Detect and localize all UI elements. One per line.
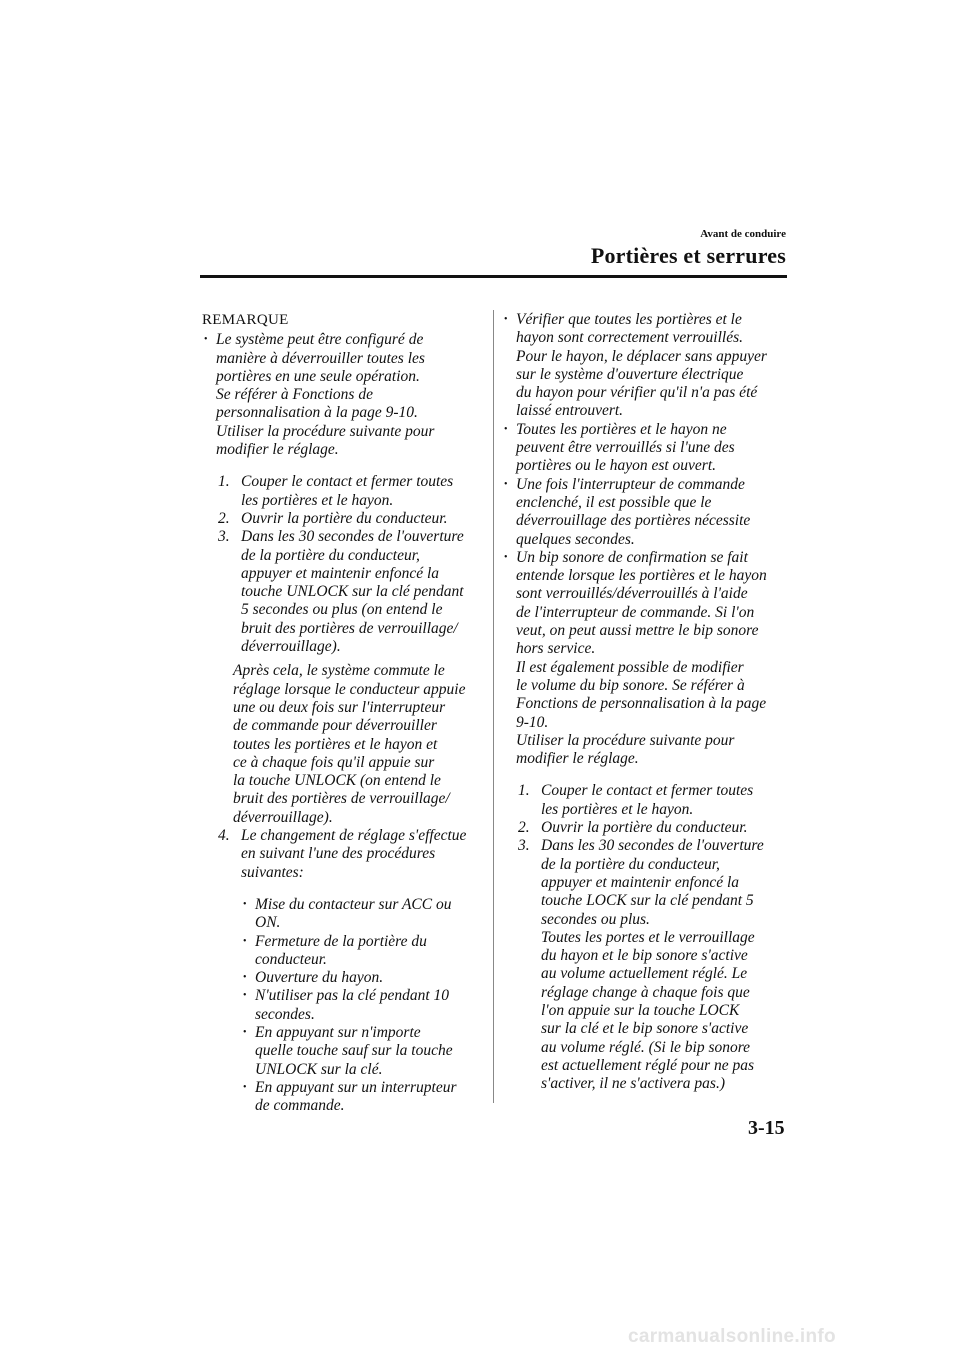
column-divider [493, 310, 494, 1103]
step-item: 3. Dans les 30 secondes de l'ouverture de la portière du conducteur, appuyer et maintenir enfoncé la touche LOCK sur la clé pendant 5 secondes ou plus. Toutes les portes et le verrouillage du hayon et le bip sonore s'active au volume actuellement réglé. Le réglage change à chaque fois que l'on appuie sur la touche LOCK sur la clé et le bip sonore s'active au volume réglé. (Si le bip sonore est actuellement réglé pour ne pas s'activer, il ne s'activera pas.) [518, 837, 764, 1093]
sub-bullet: • Ouverture du hayon. [241, 969, 477, 987]
step-3-followup: Après cela, le système commute le réglage lorsque le conducteur appuie une ou deux fois sur l'interrupteur de commande pour déverrouiller toutes les portières et le hayon et ce à chaque fois qu'il appuie sur la touche UNLOCK (on entend le bruit des portières de verrouillage/ déverrouillage). [233, 662, 466, 826]
sub-bullet-list [202, 896, 477, 1116]
note-bullet: • Toutes les portières et le hayon ne peuvent être verrouillés si l'une des portières ou le hayon est ouvert. [502, 421, 792, 476]
page-number: 3-15 [748, 1117, 785, 1139]
sub-bullet: • En appuyant sur un interrupteur de commande. [241, 1079, 477, 1116]
note-heading: REMARQUE [202, 312, 289, 328]
step-item: 1. Couper le contact et fermer toutes les portières et le hayon. [218, 473, 454, 509]
watermark: carmanualsonline.info [628, 1326, 836, 1347]
sub-bullet: • En appuyant sur n'importe quelle touche sauf sur la touche UNLOCK sur la clé. [241, 1024, 477, 1079]
step-list [202, 473, 477, 656]
note-bullet: • Une fois l'interrupteur de commande enclenché, il est possible que le déverrouillage des portières nécessite quelques secondes. [502, 476, 792, 549]
note-bullet: • Un bip sonore de confirmation se fait entende lorsque les portières et le hayon sont verrouillés/déverrouillés à l'aide de l'interrupteur de commande. Si l'on veut, on peut aussi mettre le bip sonore hors service. Il est également possible de modifier le volume du bip sonore. Se référer à Fonctions de personnalisation à la page 9-10. Utiliser la procédure suivante pour modifier le réglage. [502, 549, 792, 769]
right-column [502, 311, 792, 1099]
section-label: Avant de conduire [700, 228, 786, 240]
step-item: 2. Ouvrir la portière du conducteur. [218, 509, 448, 527]
step-item: 1. Couper le contact et fermer toutes les portières et le hayon. [518, 782, 754, 818]
sub-bullet: • Fermeture de la portière du conducteur. [241, 933, 477, 970]
left-column [202, 311, 477, 1115]
sub-bullet: • N'utiliser pas la clé pendant 10 secondes. [241, 987, 477, 1024]
note-bullet: • Le système peut être configuré de manière à déverrouiller toutes les portières en une seule opération. Se référer à Fonctions de personnalisation à la page 9-10. Utiliser la procédure suivante pour modifier le réglage. [202, 331, 477, 459]
step-item: 4. Le changement de réglage s'effectue en suivant l'une des procédures suivantes: [218, 827, 467, 881]
page-title: Portières et serrures [590, 243, 786, 268]
step-item: 2. Ouvrir la portière du conducteur. [518, 819, 748, 837]
step-list [502, 782, 792, 1093]
note-bullet: • Vérifier que toutes les portières et le hayon sont correctement verrouillés. Pour le hayon, le déplacer sans appuyer sur le système d'ouverture électrique du hayon pour vérifier qu'il n'a pas été laissé entrouvert. [502, 311, 792, 421]
header-rule [200, 275, 787, 278]
step-item: 3. Dans les 30 secondes de l'ouverture de la portière du conducteur, appuyer et maintenir enfoncé la touche UNLOCK sur la clé pendant 5 secondes ou plus (on entend le bruit des portières de verrouillage/ déverrouillage). [218, 528, 464, 656]
sub-bullet: • Mise du contacteur sur ACC ou ON. [241, 896, 477, 933]
